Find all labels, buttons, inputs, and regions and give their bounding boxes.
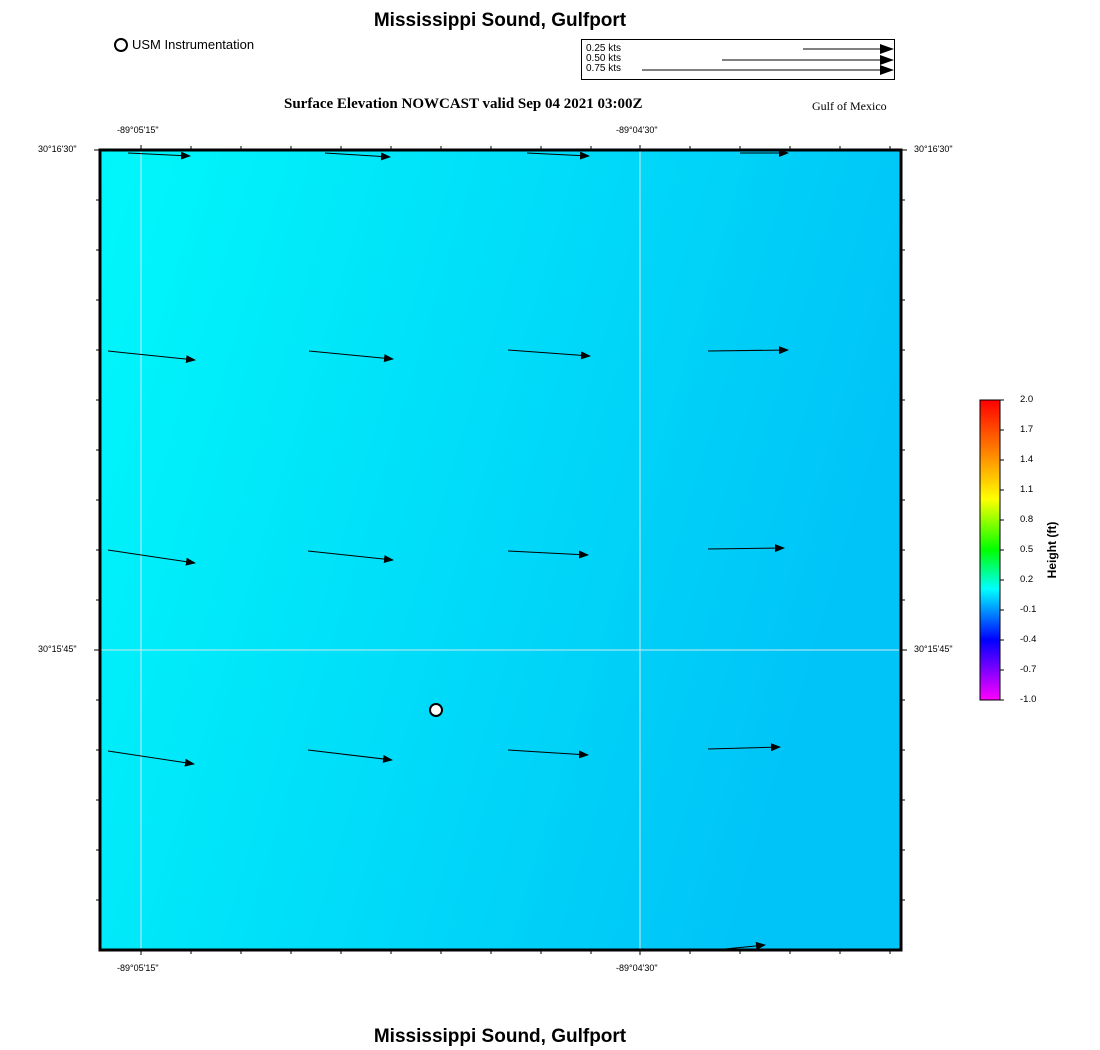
colorbar-label: -0.4 — [1020, 634, 1037, 645]
usm-station-marker[interactable] — [430, 704, 442, 716]
vector-scale-label-075: 0.75 kts — [586, 63, 622, 74]
colorbar-label: -1.0 — [1020, 694, 1037, 705]
colorbar-label: 0.8 — [1020, 514, 1034, 525]
x-tick-label-top: -89°04'30" — [616, 125, 658, 135]
x-tick-label-bottom: -89°05'15" — [117, 963, 159, 973]
y-tick-label-right: 30°15'45" — [914, 644, 953, 654]
station-legend-label: USM Instrumentation — [132, 37, 255, 52]
colorbar-label: -0.1 — [1020, 604, 1037, 615]
y-tick-label-left: 30°16'30" — [38, 144, 77, 154]
colorbar — [980, 400, 1000, 700]
y-tick-label-right: 30°16'30" — [914, 144, 953, 154]
colorbar-label: 1.1 — [1020, 484, 1034, 495]
colorbar-label: 2.0 — [1020, 394, 1034, 405]
colorbar-ticks — [1000, 400, 1004, 700]
colorbar-label: 0.2 — [1020, 574, 1034, 585]
map-title: Mississippi Sound, Gulfport — [373, 10, 627, 31]
colorbar-label: 0.5 — [1020, 544, 1034, 555]
vector-scale-arrows — [642, 49, 893, 70]
colorbar-label: -0.7 — [1020, 664, 1037, 675]
colorbar-label: 1.7 — [1020, 424, 1034, 435]
vector-scale-label-025: 0.25 kts — [586, 43, 622, 54]
vector-scale-label-050: 0.50 kts — [586, 53, 622, 64]
region-label: Gulf of Mexico — [812, 99, 887, 113]
nowcast-subtitle: Surface Elevation NOWCAST valid Sep 04 2021 03:00Z — [284, 96, 643, 112]
elevation-field — [100, 150, 901, 950]
y-tick-label-left: 30°15'45" — [38, 644, 77, 654]
footer-title: Mississippi Sound, Gulfport — [373, 1026, 627, 1047]
x-tick-label-top: -89°05'15" — [117, 125, 159, 135]
colorbar-label: 1.4 — [1020, 454, 1034, 465]
colorbar-title: Height (ft) — [1045, 521, 1059, 579]
x-tick-label-bottom: -89°04'30" — [616, 963, 658, 973]
